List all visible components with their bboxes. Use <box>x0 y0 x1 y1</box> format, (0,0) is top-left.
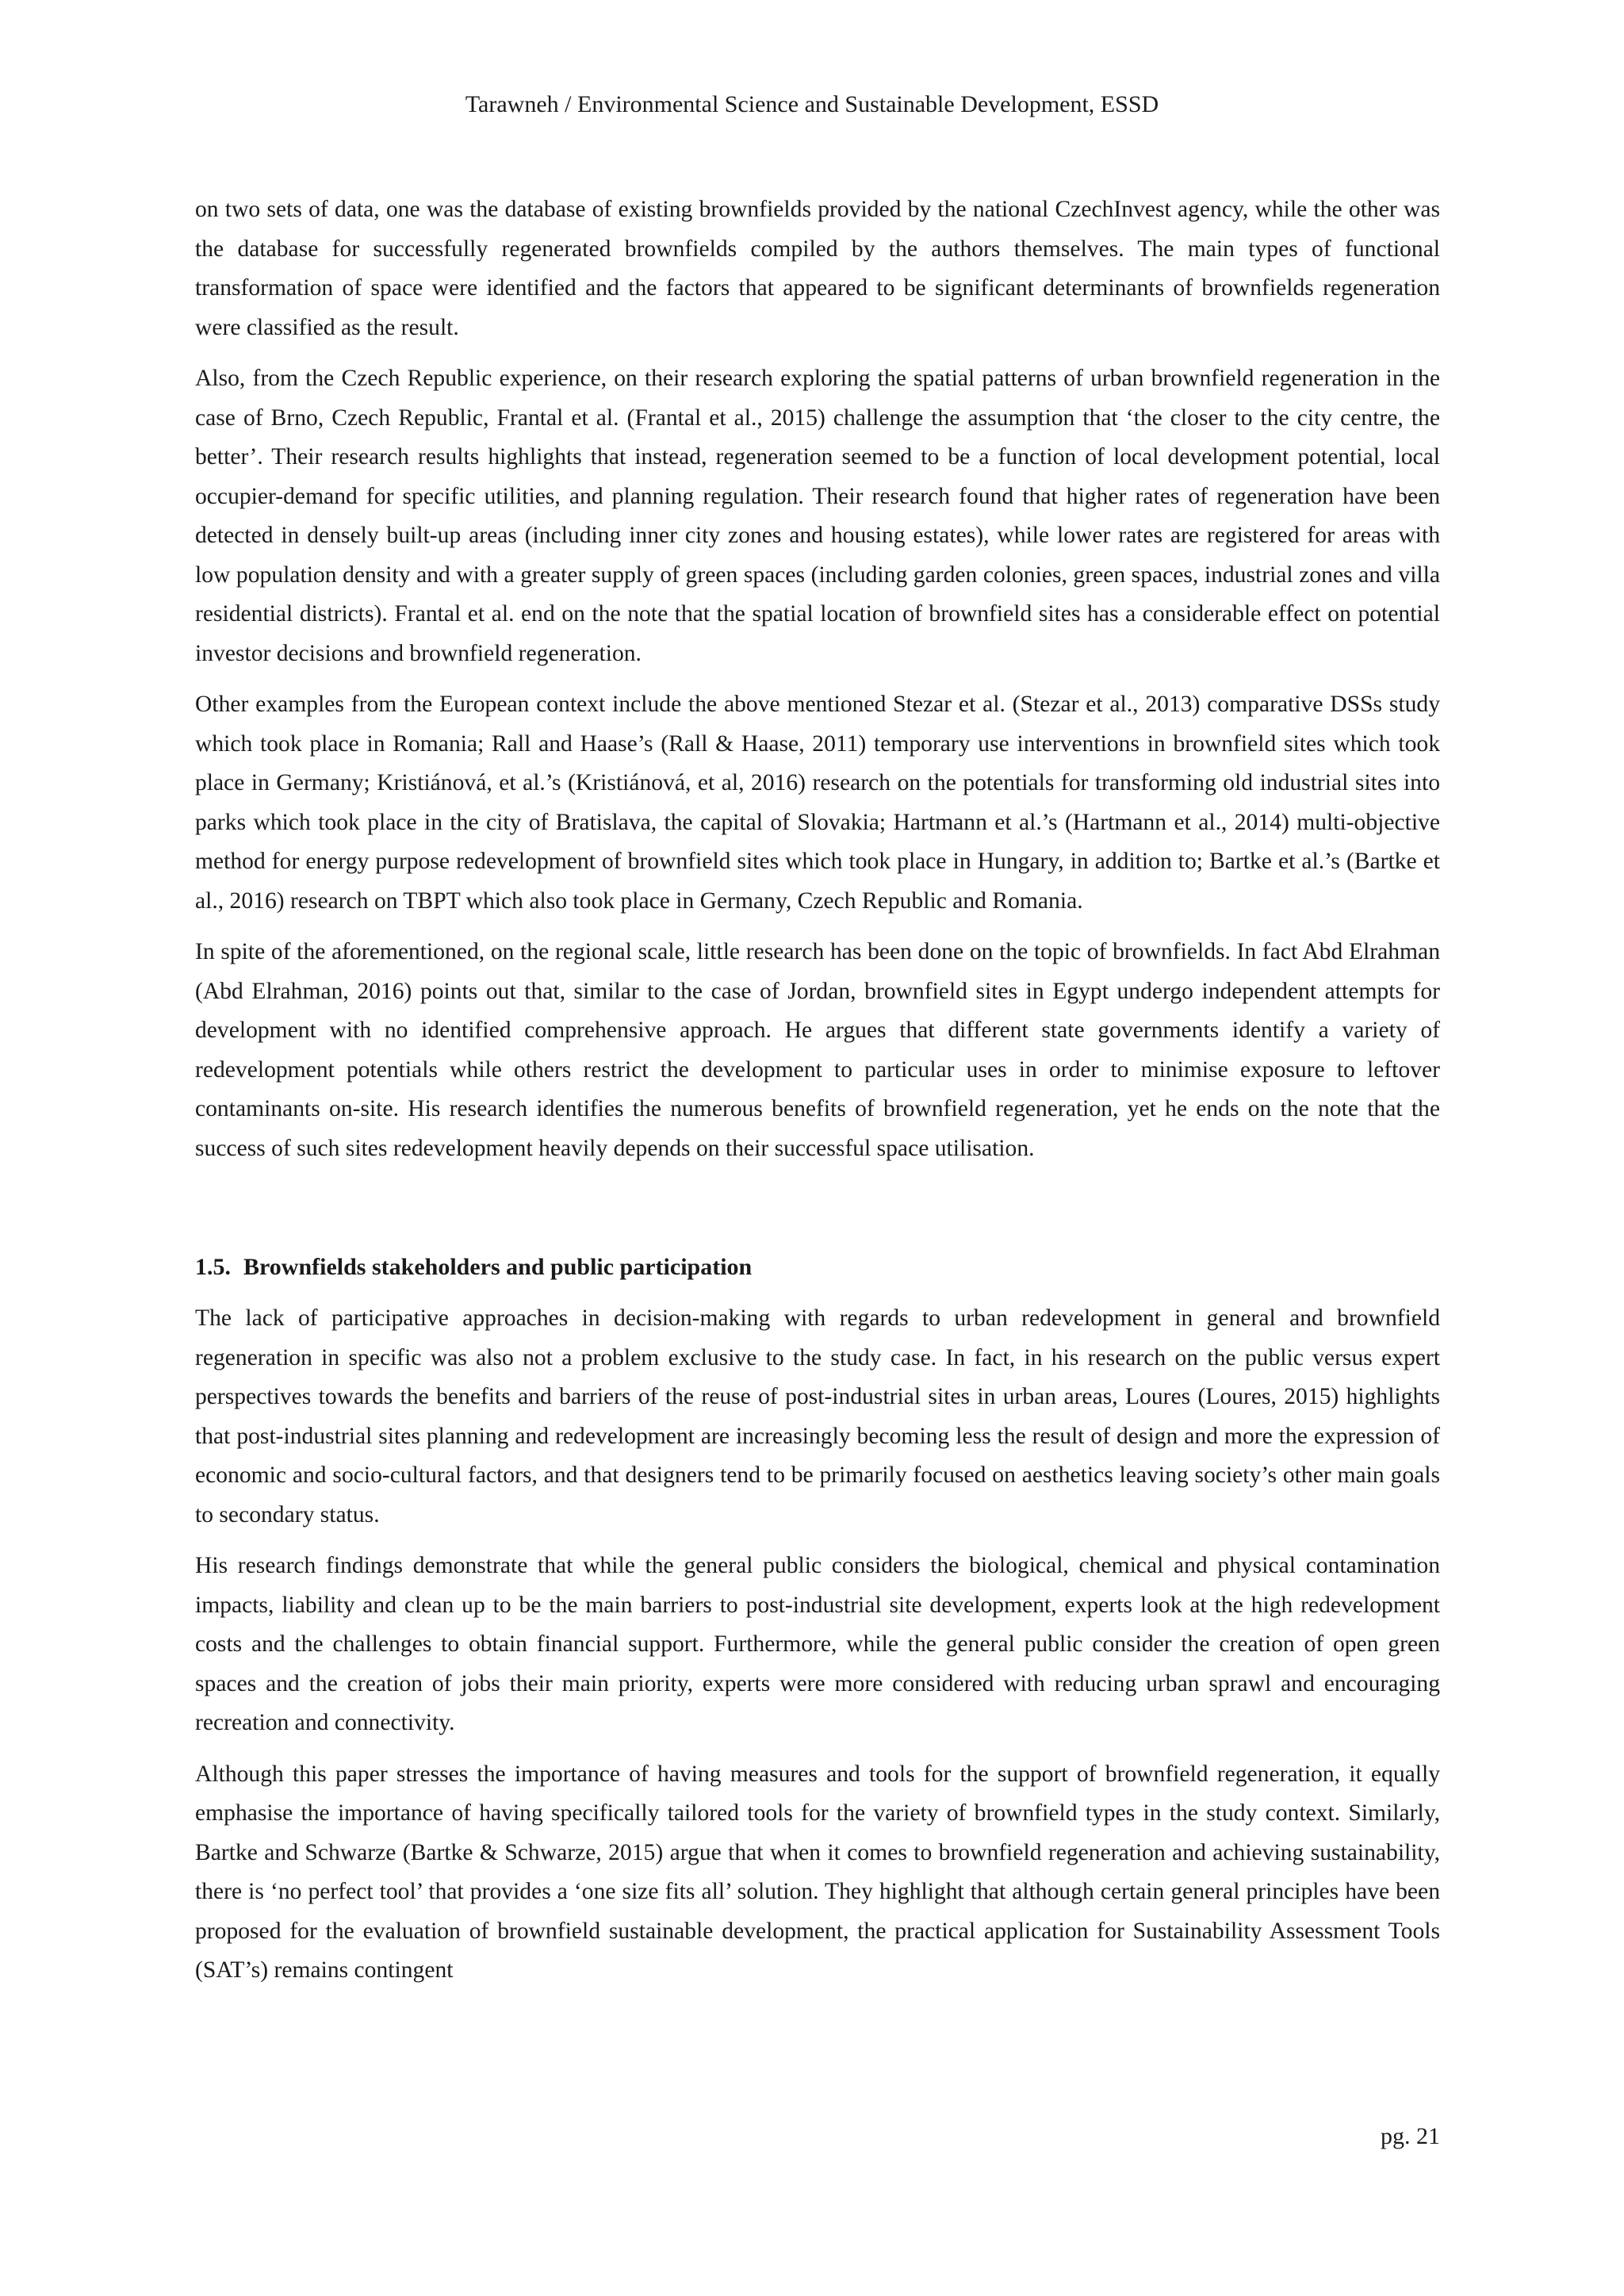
paragraph: Other examples from the European context include the above mentioned Stezar et al. (Stezar et al., 2013) comparative DSSs study which took place in Romania; Rall and Haase’s (Rall & Haase, 2011) temporary use interventions in brownfield sites which took place in Germany; Kristiánová, et al.’s (Kristiánová, et al, 2016) research on the potentials for transforming old industrial sites into parks which took place in the city of Bratislava, the capital of Slovakia; Hartmann et al.’s (Hartmann et al., 2014) multi-objective method for energy purpose redevelopment of brownfield sites which took place in Hungary, in addition to; Bartke et al.’s (Bartke et al., 2016) research on TBPT which also took place in Germany, Czech Republic and Romania. <box>195 692 1440 914</box>
paragraph: Although this paper stresses the importance of having measures and tools for the support of brownfield regeneration, it equally emphasise the importance of having specifically tailored tools for the variety of brownfield types in the study context. Similarly, Bartke and Schwarze (Bartke & Schwarze, 2015) argue that when it comes to brownfield regeneration and achieving sustainability, there is ‘no perfect tool’ that provides a ‘one size fits all’ solution. They highlight that although certain general principles have been proposed for the evaluation of brownfield sustainable development, the practical application for Sustainability Assessment Tools (SAT’s) remains contingent <box>195 1761 1440 1983</box>
section-number: 1.5. <box>195 1254 231 1280</box>
paragraph: on two sets of data, one was the database of existing brownfields provided by the national CzechInvest agency, while the other was the database for successfully regenerated brownfields compiled by the authors themselves. The main types of functional transformation of space were identified and the factors that appeared to be significant determinants of brownfields regeneration were classified as the result. <box>195 197 1440 340</box>
running-header: Tarawneh / Environmental Science and Sustainable Development, ESSD <box>465 91 1159 117</box>
paragraph: His research findings demonstrate that while the general public considers the biological, chemical and physical contamination impacts, liability and clean up to be the main barriers to post-industrial site development, experts look at the high redevelopment costs and the challenges to obtain financial support. Furthermore, while the general public consider the creation of open green spaces and the creation of jobs their main priority, experts were more considered with reducing urban sprawl and encouraging recreation and connectivity. <box>195 1553 1440 1735</box>
section-heading <box>195 1248 1440 1287</box>
paragraph: The lack of participative approaches in decision-making with regards to urban redevelopment in general and brownfield regeneration in specific was also not a problem exclusive to the study case. In fact, in his research on the public versus expert perspectives towards the benefits and barriers of the reuse of post-industrial sites in urban areas, Loures (Loures, 2015) highlights that post-industrial sites planning and redevelopment are increasingly becoming less the result of design and more the expression of economic and socio-cultural factors, and that designers tend to be primarily focused on aesthetics leaving society’s other main goals to secondary status. <box>195 1305 1440 1527</box>
section-title: Brownfields stakeholders and public participation <box>243 1254 753 1280</box>
paragraph: In spite of the aforementioned, on the regional scale, little research has been done on the topic of brownfields. In fact Abd Elrahman (Abd Elrahman, 2016) points out that, similar to the case of Jordan, brownfield sites in Egypt undergo independent attempts for development with no identified comprehensive approach. He argues that different state governments identify a variety of redevelopment potentials while others restrict the development to particular uses in order to minimise exposure to leftover contaminants on-site. His research identifies the numerous benefits of brownfield regeneration, yet he ends on the note that the success of such sites redevelopment heavily depends on their successful space utilisation. <box>195 939 1440 1161</box>
paragraph: Also, from the Czech Republic experience, on their research exploring the spatial patterns of urban brownfield regeneration in the case of Brno, Czech Republic, Frantal et al. (Frantal et al., 2015) challenge the assumption that ‘the closer to the city centre, the better’. Their research results highlights that instead, regeneration seemed to be a function of local development potential, local occupier-demand for specific utilities, and planning regulation. Their research found that higher rates of regeneration have been detected in densely built-up areas (including inner city zones and housing estates), while lower rates are registered for areas with low population density and with a greater supply of green spaces (including garden colonies, green spaces, industrial zones and villa residential districts). Frantal et al. end on the note that the spatial location of brownfield sites has a considerable effect on potential investor decisions and brownfield regeneration. <box>195 366 1440 666</box>
body-text <box>195 190 1440 2003</box>
page-number: pg. 21 <box>1381 2123 1440 2149</box>
